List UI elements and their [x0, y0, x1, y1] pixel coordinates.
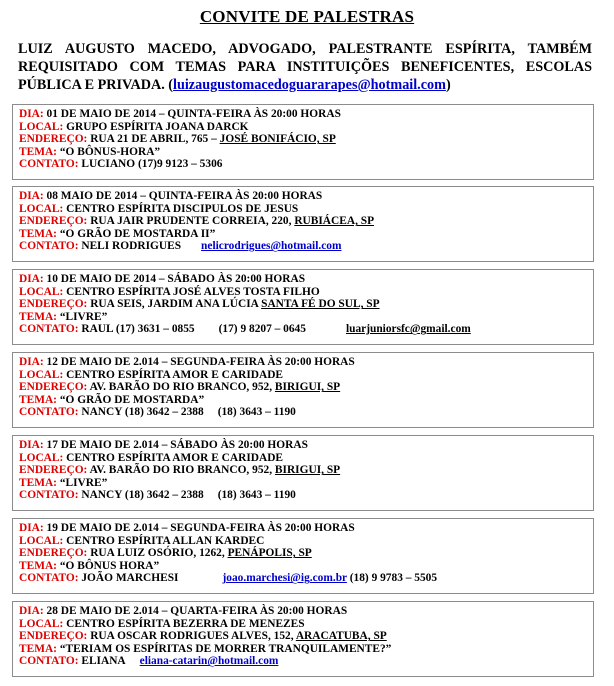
event-dia [19, 273, 588, 286]
event-local [19, 369, 588, 382]
tema-value: “LIVRE” [56, 310, 108, 323]
event-tema [19, 560, 588, 573]
event-local [19, 286, 588, 299]
contato-label: CONTATO: [19, 240, 79, 253]
endereco-value: RUA OSCAR RODRIGUES ALVES, 152, [87, 630, 296, 643]
event-card [12, 186, 594, 262]
event-endereco [19, 547, 588, 560]
dia-label: DIA: [19, 273, 44, 285]
event-local [19, 121, 588, 134]
local-value: CENTRO ESPÍRITA BEZERRA DE MENEZES [63, 617, 305, 630]
endereco-label: ENDEREÇO: [19, 381, 88, 394]
event-tema [19, 394, 588, 407]
event-card [12, 601, 594, 677]
tema-label: TEMA: [19, 476, 57, 489]
local-label: LOCAL: [19, 285, 64, 298]
event-card [12, 269, 594, 345]
contato-label: CONTATO: [19, 158, 79, 171]
event-dia [19, 522, 588, 535]
event-endereco [19, 464, 588, 477]
cidade-value: RUBIÁCEA, SP [294, 215, 375, 228]
dia-value: 17 DE MAIO DE 2.014 – SÁBADO ÀS 20:00 HORAS [43, 439, 308, 451]
event-tema [19, 477, 588, 490]
event-endereco [19, 630, 588, 643]
event-card [12, 518, 594, 594]
local-label: LOCAL: [19, 451, 64, 464]
dia-label: DIA: [19, 108, 44, 120]
contato-value: RAUL (17) 3631 – 0855 [78, 323, 195, 336]
dia-value: 28 DE MAIO DE 2.014 – QUARTA-FEIRA ÀS 20:00 HORAS [43, 605, 348, 617]
dia-value: 10 DE MAIO DE 2014 – SÁBADO ÀS 20:00 HORAS [43, 273, 306, 285]
endereco-label: ENDEREÇO: [19, 630, 88, 643]
contato-phone2: (18) 3643 – 1190 [217, 406, 296, 419]
tema-value: “TERIAM OS ESPÍRITAS DE MORRER TRANQUILAMENTE?” [56, 642, 392, 655]
endereco-value: AV. BARÃO DO RIO BRANCO, 952, [87, 381, 275, 394]
local-value: CENTRO ESPÍRITA ALLAN KARDEC [63, 534, 265, 547]
local-label: LOCAL: [19, 202, 64, 215]
tema-label: TEMA: [19, 310, 57, 323]
event-endereco [19, 133, 588, 146]
intro-email-link[interactable]: luizaugustomacedoguararapes@hotmail.com [173, 77, 446, 93]
local-value: GRUPO ESPÍRITA JOANA DARCK [63, 120, 249, 133]
event-contato [19, 572, 588, 585]
cidade-value: JOSÉ BONIFÁCIO, SP [219, 133, 336, 146]
endereco-label: ENDEREÇO: [19, 133, 88, 146]
tema-value: “O GRÃO DE MOSTARDA II” [56, 227, 216, 240]
contato-value: NELI RODRIGUES [78, 240, 182, 253]
endereco-label: ENDEREÇO: [19, 547, 88, 560]
tema-label: TEMA: [19, 227, 57, 240]
contato-label: CONTATO: [19, 655, 79, 668]
page-title: CONVITE DE PALESTRAS [199, 7, 415, 26]
cidade-value: SANTA FÉ DO SUL, SP [261, 298, 380, 311]
dia-label: DIA: [19, 605, 44, 617]
event-local [19, 535, 588, 548]
dia-value: 08 MAIO DE 2014 – QUINTA-FEIRA ÀS 20:00 HORAS [43, 190, 323, 202]
cidade-value: BIRIGUI, SP [274, 464, 341, 477]
dia-value: 01 DE MAIO DE 2014 – QUINTA-FEIRA ÀS 20:00 HORAS [43, 108, 341, 120]
event-endereco [19, 381, 588, 394]
contato-value: LUCIANO (17)9 9123 – 5306 [78, 158, 223, 171]
event-contato [19, 655, 588, 668]
tema-value: “O GRÃO DE MOSTARDA” [56, 393, 205, 406]
event-local [19, 203, 588, 216]
event-tema [19, 311, 588, 324]
event-contato [19, 158, 588, 171]
endereco-label: ENDEREÇO: [19, 464, 88, 477]
contato-value: NANCY (18) 3642 – 2388 [78, 489, 204, 502]
tema-label: TEMA: [19, 145, 57, 158]
local-label: LOCAL: [19, 534, 64, 547]
intro-paragraph [18, 40, 592, 94]
event-card [12, 104, 594, 180]
contato-phone2: (18) 3643 – 1190 [217, 489, 296, 502]
event-contato [19, 323, 588, 336]
endereco-label: ENDEREÇO: [19, 298, 88, 311]
contato-email-link[interactable]: luarjuniorsfc@gmail.com [345, 323, 471, 336]
event-local [19, 618, 588, 631]
local-label: LOCAL: [19, 617, 64, 630]
contato-label: CONTATO: [19, 489, 79, 502]
tema-label: TEMA: [19, 559, 57, 572]
event-dia [19, 108, 588, 121]
local-value: CENTRO ESPÍRITA AMOR E CARIDADE [63, 451, 284, 464]
event-contato [19, 240, 588, 253]
event-endereco [19, 215, 588, 228]
contato-email-link[interactable]: joao.marchesi@ig.com.br [222, 572, 347, 585]
tema-label: TEMA: [19, 393, 57, 406]
event-dia [19, 439, 588, 452]
tema-value: “LIVRE” [56, 476, 108, 489]
event-dia [19, 190, 588, 203]
local-value: CENTRO ESPÍRITA AMOR E CARIDADE [63, 368, 284, 381]
local-value: CENTRO ESPÍRITA JOSÉ ALVES TOSTA FILHO [63, 285, 320, 298]
contato-value: JOÃO MARCHESI [78, 572, 179, 585]
tema-value: “O BÔNUS HORA” [56, 559, 160, 572]
local-value: CENTRO ESPÍRITA DISCIPULOS DE JESUS [63, 202, 299, 215]
endereco-value: RUA JAIR PRUDENTE CORREIA, 220, [87, 215, 295, 228]
contato-label: CONTATO: [19, 406, 79, 419]
contato-label: CONTATO: [19, 323, 79, 336]
endereco-value: AV. BARÃO DO RIO BRANCO, 952, [87, 464, 275, 477]
dia-value: 12 DE MAIO DE 2.014 – SEGUNDA-FEIRA ÀS 20:00 HORAS [43, 356, 355, 368]
event-dia [19, 356, 588, 369]
event-card [12, 352, 594, 428]
dia-label: DIA: [19, 439, 44, 451]
cidade-value: BIRIGUI, SP [274, 381, 341, 394]
contato-phone2: (17) 9 8207 – 0645 [218, 323, 306, 336]
event-local [19, 452, 588, 465]
endereco-value: RUA 21 DE ABRIL, 765 – [87, 133, 220, 146]
event-contato [19, 406, 588, 419]
endereco-value: RUA SEIS, JARDIM ANA LÚCIA [87, 298, 262, 311]
contato-phone-after: (18) 9 9783 – 5505 [346, 572, 438, 585]
intro-text: LUIZ AUGUSTO MACEDO, ADVOGADO, PALESTRANTE ESPÍRITA, TAMBÉM REQUISITADO COM TEMAS PARA INSTITUIÇÕES BENEFICENTES, ESCOLAS PÚBLICA E PRIVADA. ( [18, 41, 592, 93]
tema-value: “O BÔNUS-HORA” [56, 145, 161, 158]
tema-label: TEMA: [19, 642, 57, 655]
local-label: LOCAL: [19, 120, 64, 133]
event-tema [19, 228, 588, 241]
event-card [12, 435, 594, 511]
contato-label: CONTATO: [19, 572, 79, 585]
endereco-value: RUA LUIZ OSÓRIO, 1262, [87, 547, 228, 560]
contato-email-link[interactable]: nelicrodrigues@hotmail.com [201, 240, 342, 253]
event-tema [19, 146, 588, 159]
cidade-value: PENÁPOLIS, SP [227, 547, 312, 560]
dia-value: 19 DE MAIO DE 2.014 – SEGUNDA-FEIRA ÀS 20:00 HORAS [43, 522, 355, 534]
dia-label: DIA: [19, 522, 44, 534]
cidade-value: ARACATUBA, SP [295, 630, 387, 643]
dia-label: DIA: [19, 190, 44, 202]
contato-value: NANCY (18) 3642 – 2388 [78, 406, 204, 419]
event-dia [19, 605, 588, 618]
event-tema [19, 643, 588, 656]
dia-label: DIA: [19, 356, 44, 368]
event-endereco [19, 298, 588, 311]
contato-value: ELIANA [78, 655, 126, 668]
contato-email-link[interactable]: eliana-catarin@hotmail.com [139, 655, 279, 668]
local-label: LOCAL: [19, 368, 64, 381]
intro-close: ) [445, 77, 451, 93]
endereco-label: ENDEREÇO: [19, 215, 88, 228]
event-contato [19, 489, 588, 502]
